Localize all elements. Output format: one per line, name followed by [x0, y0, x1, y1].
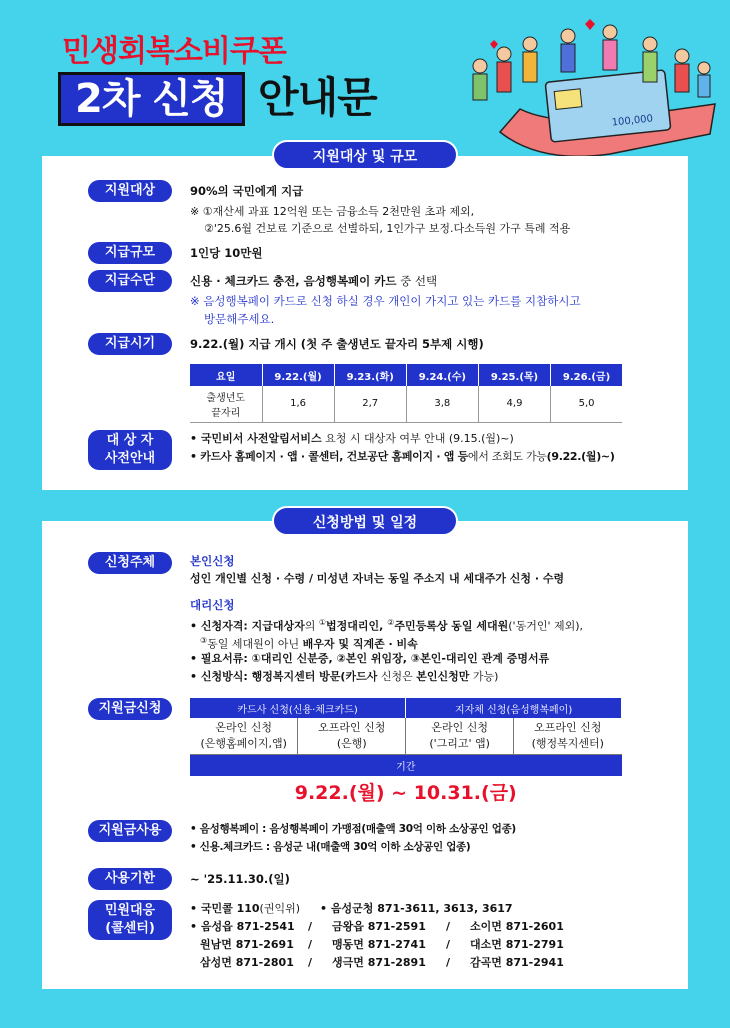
method-note-1: ※ 음성행복페이 카드로 신청 하실 경우 개인이 가지고 있는 카드를 지참하시고	[190, 294, 581, 308]
method-note-2: 방문해주세요.	[204, 312, 275, 326]
table-cell: 온라인 신청 ('그리고' 앱)	[406, 718, 514, 754]
proxy-method: • 신청방식: 행정복지센터 방문(카드사 신청은 본인신청만 가능)	[190, 670, 499, 683]
section-heading-target: 지원대상 및 규모	[272, 140, 458, 170]
page-title-highlight: 2차 신청	[58, 72, 245, 126]
label-notice: 대 상 자 사전안내	[88, 430, 172, 470]
table-header: 9.23.(화)	[334, 364, 406, 386]
timing-value: 9.22.(월) 지급 개시 (첫 주 출생년도 끝자리 5부제 시행)	[190, 337, 484, 351]
label-contact: 민원대응 (콜센터)	[88, 900, 172, 940]
people-with-card-illustration	[460, 14, 720, 164]
table-cell: 2,7	[334, 386, 406, 422]
label-scale: 지급규모	[88, 242, 172, 264]
table-cell: 오프라인 신청 (은행)	[298, 718, 406, 754]
schedule-table	[190, 364, 622, 423]
target-note-1: ※ ①재산세 과표 12억원 또는 금융소득 2천만원 초과 제외,	[190, 205, 475, 218]
label-usage: 지원금사용	[88, 820, 172, 842]
self-apply-title: 본인신청	[190, 554, 235, 568]
page-subtitle: 민생회복소비쿠폰	[62, 34, 286, 69]
apply-table	[190, 698, 622, 806]
table-cell: 1,6	[262, 386, 334, 422]
target-note-2: ②'25.6월 건보료 기준으로 선별하되, 1인가구 보정.다소득원 가구 특례 적용	[204, 222, 571, 235]
usage-line-2: • 신용.체크카드 : 음성군 내(매출액 30억 이하 소상공인 업종)	[190, 841, 471, 853]
period-value: 9.22.(월) ~ 10.31.(금)	[294, 781, 517, 804]
table-cell: 4,9	[478, 386, 550, 422]
proxy-qualification: • 신청자격: 지급대상자의 ①법정대리인, ②주민등록상 동일 세대원('동거인' 제외),	[190, 618, 584, 633]
contact-row-4: 삼성면 871-2801 / 생극면 871-2891 / 감곡면 871-2941	[200, 956, 564, 969]
table-header: 지자체 신청(음성행복페이)	[406, 698, 622, 718]
table-header: 요일	[190, 364, 262, 386]
label-timing: 지급시기	[88, 333, 172, 355]
table-cell: 오프라인 신청 (행정복지센터)	[514, 718, 622, 754]
page-title: 안내문	[258, 73, 377, 122]
section-heading-application: 신청방법 및 일정	[272, 506, 458, 536]
table-header: 9.26.(금)	[551, 364, 622, 386]
period-header: 기간	[190, 754, 622, 776]
target-main: 90%의 국민에게 지급	[190, 184, 304, 198]
label-target: 지원대상	[88, 180, 172, 202]
table-row-label: 출생년도 끝자리	[190, 386, 262, 422]
notice-line-2: • 카드사 홈페이지 · 앱 · 콜센터, 건보공단 홈페이지 · 앱 등에서 조회도 가능(9.22.(월)~)	[190, 450, 615, 463]
label-method: 지급수단	[88, 270, 172, 292]
method-value: 신용 · 체크카드 충전, 음성행복페이 카드 중 선택	[190, 274, 438, 288]
table-cell: 5,0	[551, 386, 622, 422]
contact-row-2: • 음성읍 871-2541 / 금왕읍 871-2591 / 소이면 871-2601	[190, 920, 564, 933]
card-amount: 100,000	[611, 113, 654, 129]
usage-line-1: • 음성행복페이 : 음성행복페이 가맹점(매출액 30억 이하 소상공인 업종)	[190, 823, 516, 835]
contact-row-3: 원남면 871-2691 / 맹동면 871-2741 / 대소면 871-2791	[200, 938, 564, 951]
table-cell: 온라인 신청 (은행홈페이지,앱)	[190, 718, 298, 754]
proxy-apply-title: 대리신청	[190, 598, 235, 612]
label-deadline: 사용기한	[88, 868, 172, 890]
table-header: 9.24.(수)	[406, 364, 478, 386]
deadline-value: ~ '25.11.30.(일)	[190, 872, 290, 886]
scale-value: 1인당 10만원	[190, 246, 263, 260]
notice-line-1: • 국민비서 사전알림서비스 요청 시 대상자 여부 안내 (9.15.(월)~)	[190, 432, 514, 445]
self-apply-text: 성인 개인별 신청 · 수령 / 미성년 자녀는 동일 주소지 내 세대주가 신청 · 수령	[190, 572, 565, 585]
table-header: 9.22.(월)	[262, 364, 334, 386]
table-cell: 3,8	[406, 386, 478, 422]
table-header: 9.25.(목)	[478, 364, 550, 386]
contact-row-1: • 국민콜 110(권익위) • 음성군청 871-3611, 3613, 3617	[190, 902, 513, 915]
proxy-qualification-cont: ③동일 세대원이 아닌 배우자 및 직계존 · 비속	[200, 636, 418, 651]
label-apply: 지원금신청	[88, 698, 172, 720]
label-applicant: 신청주체	[88, 552, 172, 574]
table-header: 카드사 신청(신용·체크카드)	[190, 698, 406, 718]
proxy-documents: • 필요서류: ①대리인 신분증, ②본인 위임장, ③본인-대리인 관계 증명서류	[190, 652, 550, 665]
